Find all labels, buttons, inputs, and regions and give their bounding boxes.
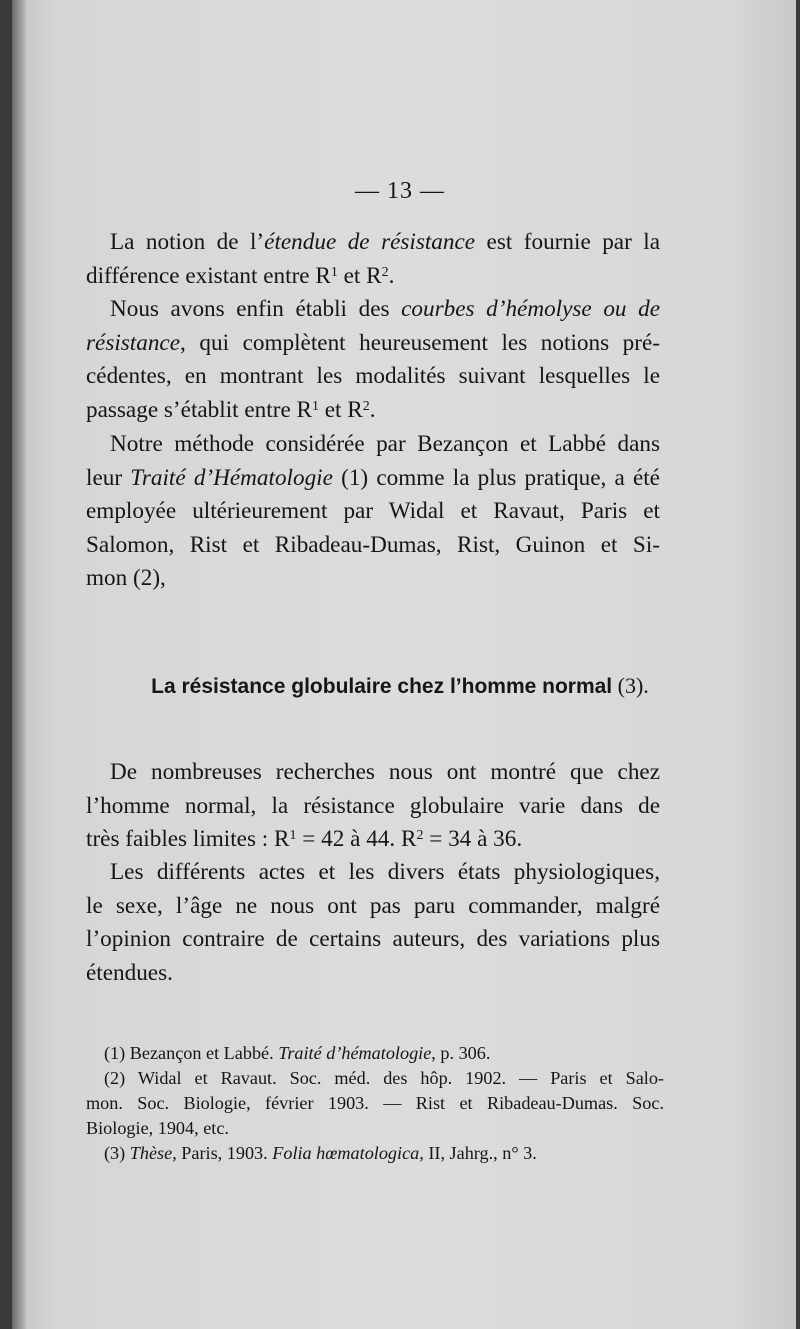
footnote-2-line-1: (2) Widal et Ravaut. Soc. méd. des hôp. 1902. — Paris et Salo- xyxy=(104,1068,664,1088)
paragraph-4-line-1: De nombreuses recherches nous ont montré que chez xyxy=(110,759,660,785)
paragraph-4-line-3: très faibles limites : $R^1 = 42$ à 44. $R^2 = 34$ à 36. xyxy=(86,826,523,853)
paragraph-1-line-1: La notion de l’étendue de résistance est fournie par la xyxy=(110,229,660,255)
paragraph-1-line-2: différence existant entre $R^1$ et $R^2$. xyxy=(86,262,395,289)
footnote-2-line-2: mon. Soc. Biologie, février 1903. — Rist et Ribadeau-Dumas. Soc. xyxy=(86,1093,664,1113)
section-heading: La résistance globulaire chez l’homme normal (3). xyxy=(151,673,649,698)
paragraph-5 xyxy=(86,856,660,990)
paragraph-5-line-2: le sexe, l’âge ne nous ont pas paru commander, malgré xyxy=(86,892,660,919)
paragraph-3-line-5: mon (2), xyxy=(86,565,166,592)
paragraph-3 xyxy=(86,428,660,596)
paragraph-4 xyxy=(86,756,660,857)
paragraph-5-line-4: étendues. xyxy=(86,959,173,986)
footnotes xyxy=(86,1041,664,1166)
paragraph-5-line-1: Les différents actes et les divers états physiologiques, xyxy=(110,859,660,885)
paragraph-4-line-2: l’homme normal, la résistance globulaire varie dans de xyxy=(86,792,660,819)
paragraph-3-line-1: Notre méthode considérée par Bezançon et Labbé dans xyxy=(110,431,660,457)
paragraph-1 xyxy=(86,226,660,293)
footnote-3: (3) Thèse, Paris, 1903. Folia hœmatologica, II, Jahrg., n° 3. xyxy=(104,1143,537,1163)
paragraph-2-line-2: résistance, qui complètent heureusement les notions pré- xyxy=(86,329,660,356)
paragraph-3-line-4: Salomon, Rist et Ribadeau-Dumas, Rist, Guinon et Si- xyxy=(86,531,660,558)
paragraph-3-line-3: employée ultérieurement par Widal et Ravaut, Paris et xyxy=(86,498,660,525)
footnote-1: (1) Bezançon et Labbé. Traité d’hématologie, p. 306. xyxy=(104,1043,491,1063)
page-number: — 13 — xyxy=(355,178,445,204)
paragraph-2 xyxy=(86,293,660,427)
paragraph-2-line-4: passage s’établit entre $R^1$ et $R^2$. xyxy=(86,396,376,423)
paragraph-2-line-1: Nous avons enfin établi des courbes d’hémolyse ou de xyxy=(110,296,661,322)
paragraph-3-line-2: leur Traité d’Hématologie (1) comme la plus pratique, a été xyxy=(86,464,660,491)
paragraph-2-line-3: cédentes, en montrant les modalités suivant lesquelles le xyxy=(86,363,660,390)
footnote-2-line-3: Biologie, 1904, etc. xyxy=(86,1118,229,1138)
paragraph-5-line-3: l’opinion contraire de certains auteurs, des variations plus xyxy=(86,926,660,953)
